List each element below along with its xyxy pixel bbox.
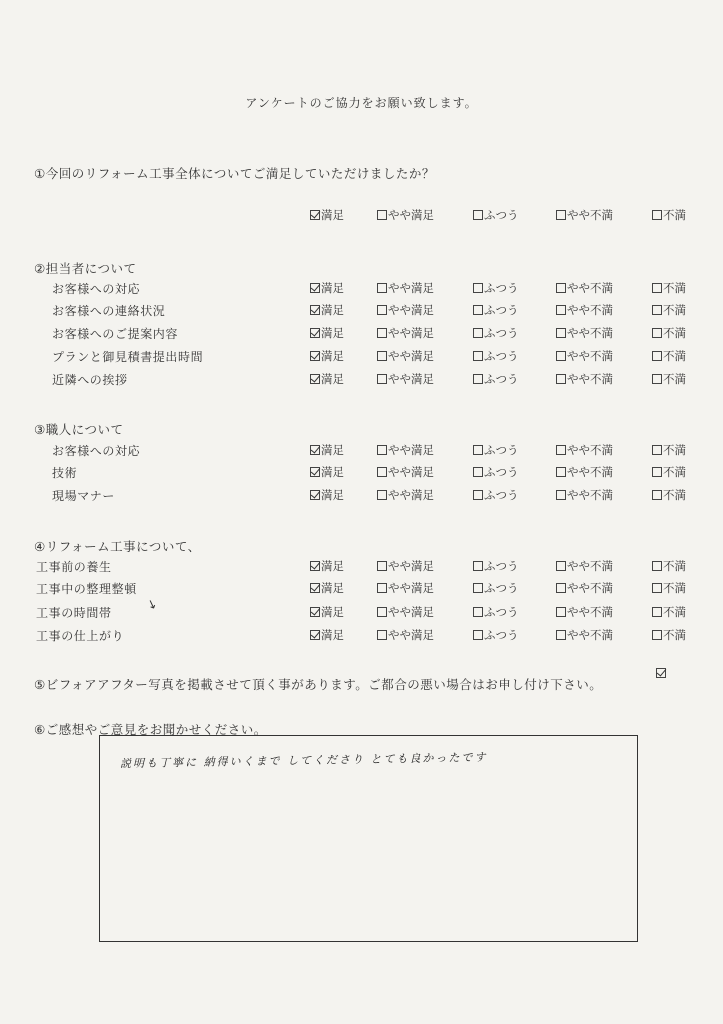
checkbox-icon[interactable] <box>473 445 483 455</box>
checkbox-icon[interactable] <box>377 374 387 384</box>
checkbox-icon[interactable] <box>377 283 387 293</box>
option-somewhat-satisfied[interactable]: やや満足 <box>377 580 434 596</box>
row-label: 現場マナー <box>52 489 116 503</box>
option-dissatisfied[interactable]: 不満 <box>652 464 686 480</box>
handwritten-comment: 説明も丁寧に 納得いくまで してくださり とても良かったです <box>119 750 488 771</box>
row-label: お客様への連絡状況 <box>52 304 166 318</box>
checkbox-icon[interactable] <box>473 283 483 293</box>
option-somewhat-dissatisfied[interactable]: やや不満 <box>556 604 613 620</box>
option-dissatisfied[interactable]: 不満 <box>652 604 686 620</box>
option-somewhat-satisfied[interactable]: やや満足 <box>377 348 434 364</box>
option-somewhat-dissatisfied[interactable]: やや不満 <box>556 487 613 503</box>
row-label: お客様への対応 <box>52 282 141 296</box>
checkbox-icon[interactable] <box>473 561 483 571</box>
checkbox-checked-icon[interactable] <box>310 467 320 477</box>
row-label: 技術 <box>52 466 78 480</box>
row-label: 近隣への挨拶 <box>52 373 128 387</box>
checkbox-icon[interactable] <box>652 351 662 361</box>
checkbox-icon[interactable] <box>652 467 662 477</box>
checkbox-icon[interactable] <box>473 490 483 500</box>
q3-row <box>0 487 723 507</box>
option-somewhat-dissatisfied[interactable]: やや不満 <box>556 302 613 318</box>
q3-row <box>0 464 723 484</box>
checkbox-icon[interactable] <box>556 490 566 500</box>
option-neutral[interactable]: ふつう <box>473 604 519 620</box>
checkbox-checked-icon[interactable] <box>310 283 320 293</box>
option-satisfied[interactable]: 満足 <box>310 348 344 364</box>
option-satisfied[interactable]: 満足 <box>310 442 344 458</box>
option-dissatisfied[interactable]: 不満 <box>652 371 686 387</box>
checkbox-icon[interactable] <box>473 328 483 338</box>
option-dissatisfied[interactable]: 不満 <box>652 280 686 296</box>
row-label: 工事前の養生 <box>36 560 112 574</box>
row-label: お客様へのご提案内容 <box>52 327 179 341</box>
option-somewhat-dissatisfied[interactable]: やや不満 <box>556 627 613 643</box>
option-neutral[interactable]: ふつう <box>473 280 519 296</box>
option-satisfied[interactable]: 満足 <box>310 325 344 341</box>
q2-row <box>0 348 723 368</box>
option-somewhat-satisfied[interactable]: やや満足 <box>377 558 434 574</box>
option-somewhat-satisfied[interactable]: やや満足 <box>377 604 434 620</box>
option-dissatisfied[interactable]: 不満 <box>652 207 686 223</box>
option-somewhat-satisfied[interactable]: やや満足 <box>377 325 434 341</box>
checkbox-checked-icon[interactable] <box>310 445 320 455</box>
checkbox-icon[interactable] <box>652 210 662 220</box>
option-somewhat-satisfied[interactable]: やや満足 <box>377 280 434 296</box>
checkbox-icon[interactable] <box>556 305 566 315</box>
option-dissatisfied[interactable]: 不満 <box>652 558 686 574</box>
option-somewhat-dissatisfied[interactable]: やや不満 <box>556 325 613 341</box>
checkbox-icon[interactable] <box>473 351 483 361</box>
question-3: ③職人について <box>34 422 124 437</box>
option-neutral[interactable]: ふつう <box>473 348 519 364</box>
option-dissatisfied[interactable]: 不満 <box>652 580 686 596</box>
question-1-options <box>0 207 723 227</box>
option-neutral[interactable]: ふつう <box>473 627 519 643</box>
checkbox-icon[interactable] <box>556 351 566 361</box>
option-somewhat-satisfied[interactable]: やや満足 <box>377 442 434 458</box>
q2-row <box>0 371 723 391</box>
q4-row <box>0 580 723 600</box>
photo-consent-checkbox-icon[interactable] <box>656 668 666 678</box>
option-somewhat-satisfied[interactable]: やや満足 <box>377 302 434 318</box>
checkbox-checked-icon[interactable] <box>310 607 320 617</box>
option-somewhat-dissatisfied[interactable]: やや不満 <box>556 207 613 223</box>
question-5: ⑤ビフォアアフター写真を掲載させて頂く事があります。ご都合の悪い場合はお申し付け下さい。 <box>34 677 603 692</box>
checkbox-checked-icon[interactable] <box>310 374 320 384</box>
option-somewhat-dissatisfied[interactable]: やや不満 <box>556 442 613 458</box>
checkbox-icon[interactable] <box>473 210 483 220</box>
option-dissatisfied[interactable]: 不満 <box>652 348 686 364</box>
q3-row <box>0 442 723 462</box>
option-somewhat-dissatisfied[interactable]: やや不満 <box>556 280 613 296</box>
option-satisfied[interactable]: 満足 <box>310 487 344 503</box>
checkbox-icon[interactable] <box>377 351 387 361</box>
checkbox-checked-icon[interactable] <box>310 490 320 500</box>
option-somewhat-satisfied[interactable]: やや満足 <box>377 487 434 503</box>
checkbox-checked-icon[interactable] <box>310 210 320 220</box>
checkbox-icon[interactable] <box>377 305 387 315</box>
question-6: ⑥ご感想やご意見をお聞かせください。 <box>34 722 267 737</box>
checkbox-icon[interactable] <box>377 607 387 617</box>
row-label: プランと御見積書提出時間 <box>52 350 204 364</box>
option-neutral[interactable]: ふつう <box>473 302 519 318</box>
checkbox-icon[interactable] <box>556 583 566 593</box>
option-satisfied[interactable]: 満足 <box>310 371 344 387</box>
option-satisfied[interactable]: 満足 <box>310 207 344 223</box>
option-somewhat-satisfied[interactable]: やや満足 <box>377 207 434 223</box>
checkbox-icon[interactable] <box>377 467 387 477</box>
survey-title: アンケートのご協力をお願い致します。 <box>245 96 478 110</box>
row-label: 工事の仕上がり <box>36 629 125 643</box>
option-neutral[interactable]: ふつう <box>473 580 519 596</box>
checkbox-icon[interactable] <box>473 583 483 593</box>
checkbox-icon[interactable] <box>556 328 566 338</box>
row-label: 工事中の整理整頓 <box>36 582 137 596</box>
checkbox-icon[interactable] <box>556 561 566 571</box>
option-somewhat-satisfied[interactable]: やや満足 <box>377 464 434 480</box>
q2-row <box>0 302 723 322</box>
option-somewhat-satisfied[interactable]: やや満足 <box>377 627 434 643</box>
checkbox-checked-icon[interactable] <box>310 328 320 338</box>
option-somewhat-dissatisfied[interactable]: やや不満 <box>556 580 613 596</box>
checkbox-icon[interactable] <box>473 467 483 477</box>
option-satisfied[interactable]: 満足 <box>310 464 344 480</box>
option-somewhat-dissatisfied[interactable]: やや不満 <box>556 558 613 574</box>
option-dissatisfied[interactable]: 不満 <box>652 325 686 341</box>
checkbox-icon[interactable] <box>652 283 662 293</box>
option-dissatisfied[interactable]: 不満 <box>652 627 686 643</box>
checkbox-icon[interactable] <box>652 630 662 640</box>
option-neutral[interactable]: ふつう <box>473 464 519 480</box>
checkbox-icon[interactable] <box>652 561 662 571</box>
checkbox-checked-icon[interactable] <box>310 561 320 571</box>
option-satisfied[interactable]: 満足 <box>310 302 344 318</box>
checkbox-icon[interactable] <box>377 583 387 593</box>
checkbox-icon[interactable] <box>556 607 566 617</box>
checkbox-icon[interactable] <box>652 607 662 617</box>
checkbox-icon[interactable] <box>556 374 566 384</box>
checkbox-icon[interactable] <box>473 607 483 617</box>
checkbox-icon[interactable] <box>652 328 662 338</box>
option-neutral[interactable]: ふつう <box>473 371 519 387</box>
checkbox-icon[interactable] <box>377 561 387 571</box>
checkbox-icon[interactable] <box>652 305 662 315</box>
q2-row <box>0 280 723 300</box>
option-satisfied[interactable]: 満足 <box>310 627 344 643</box>
q4-row <box>0 558 723 578</box>
checkbox-icon[interactable] <box>652 445 662 455</box>
checkbox-icon[interactable] <box>377 210 387 220</box>
option-neutral[interactable]: ふつう <box>473 442 519 458</box>
option-neutral[interactable]: ふつう <box>473 325 519 341</box>
option-neutral[interactable]: ふつう <box>473 207 519 223</box>
option-somewhat-satisfied[interactable]: やや満足 <box>377 371 434 387</box>
q4-row <box>0 627 723 647</box>
option-neutral[interactable]: ふつう <box>473 558 519 574</box>
checkbox-checked-icon[interactable] <box>310 305 320 315</box>
row-label: お客様への対応 <box>52 444 141 458</box>
option-satisfied[interactable]: 満足 <box>310 580 344 596</box>
checkbox-icon[interactable] <box>556 445 566 455</box>
option-somewhat-dissatisfied[interactable]: やや不満 <box>556 348 613 364</box>
option-neutral[interactable]: ふつう <box>473 487 519 503</box>
option-satisfied[interactable]: 満足 <box>310 604 344 620</box>
checkbox-icon[interactable] <box>473 305 483 315</box>
checkbox-icon[interactable] <box>377 328 387 338</box>
checkbox-icon[interactable] <box>556 467 566 477</box>
option-satisfied[interactable]: 満足 <box>310 280 344 296</box>
checkbox-icon[interactable] <box>473 374 483 384</box>
option-somewhat-dissatisfied[interactable]: やや不満 <box>556 371 613 387</box>
option-somewhat-dissatisfied[interactable]: やや不満 <box>556 464 613 480</box>
option-dissatisfied[interactable]: 不満 <box>652 487 686 503</box>
row-label: 工事の時間帯 <box>36 606 112 620</box>
q4-row <box>0 604 723 624</box>
checkbox-checked-icon[interactable] <box>310 583 320 593</box>
checkbox-checked-icon[interactable] <box>310 630 320 640</box>
checkbox-icon[interactable] <box>556 283 566 293</box>
checkbox-icon[interactable] <box>652 374 662 384</box>
checkbox-icon[interactable] <box>652 583 662 593</box>
option-dissatisfied[interactable]: 不満 <box>652 302 686 318</box>
checkbox-icon[interactable] <box>377 445 387 455</box>
pen-mark: ↘ <box>144 595 160 613</box>
checkbox-icon[interactable] <box>377 490 387 500</box>
checkbox-checked-icon[interactable] <box>310 351 320 361</box>
checkbox-icon[interactable] <box>473 630 483 640</box>
question-4: ④リフォーム工事について、 <box>34 539 201 554</box>
q2-row <box>0 325 723 345</box>
option-satisfied[interactable]: 満足 <box>310 558 344 574</box>
checkbox-icon[interactable] <box>556 630 566 640</box>
checkbox-icon[interactable] <box>652 490 662 500</box>
checkbox-icon[interactable] <box>377 630 387 640</box>
question-1: ①今回のリフォーム工事全体についてご満足していただけましたか？ <box>34 166 435 181</box>
question-2: ②担当者について <box>34 261 137 276</box>
option-dissatisfied[interactable]: 不満 <box>652 442 686 458</box>
checkbox-icon[interactable] <box>556 210 566 220</box>
